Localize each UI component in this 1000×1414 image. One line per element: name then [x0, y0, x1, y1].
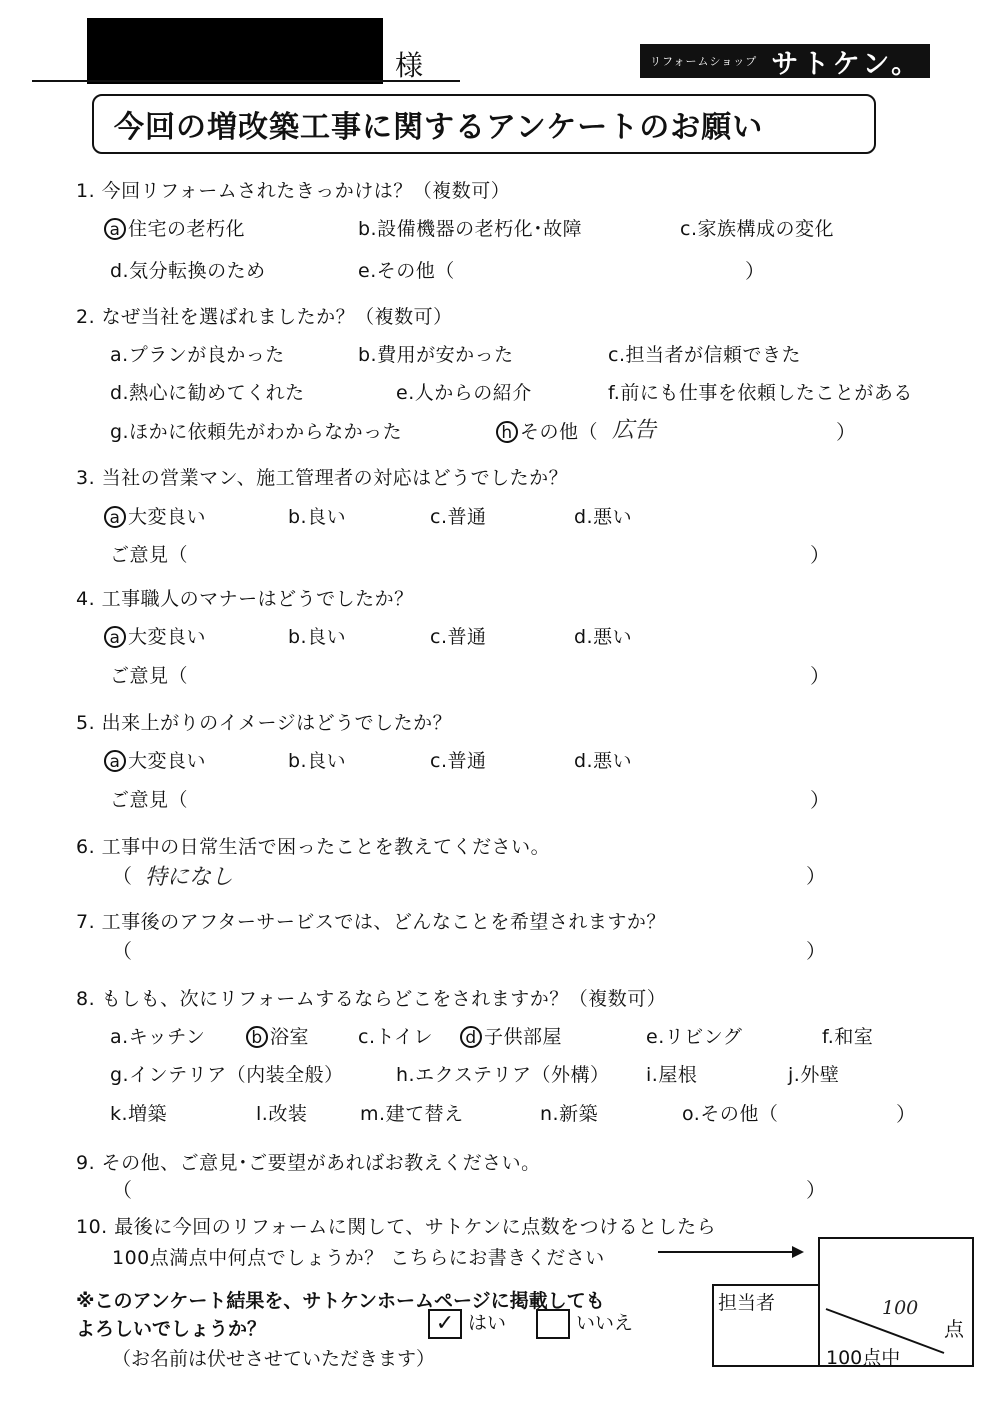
- q3-option-a[interactable]: a 大変良い: [104, 502, 206, 529]
- q6-text: 6. 工事中の日常生活で困ったことを教えてください。: [76, 836, 551, 858]
- q8-option-o[interactable]: o.その他（: [682, 1103, 779, 1125]
- q1-close-paren: ）: [745, 259, 765, 283]
- score-scale: 100点中: [826, 1347, 901, 1369]
- q1-option-e[interactable]: e.その他（: [358, 260, 455, 282]
- q2-close-paren: ）: [836, 420, 856, 444]
- q2-option-h[interactable]: h その他（: [496, 417, 598, 444]
- yes-checkbox[interactable]: ✓: [428, 1309, 462, 1339]
- score-unit: 点: [944, 1317, 964, 1341]
- selected-circle: a: [104, 626, 126, 648]
- q10-text-line1: 10. 最後に今回のリフォームに関して、サトケンに点数をつけるとしたら: [76, 1216, 717, 1238]
- selected-circle: d: [460, 1026, 482, 1048]
- q8-option-d[interactable]: d 子供部屋: [460, 1022, 562, 1049]
- logo-small-text: リフォームショップ: [650, 55, 758, 68]
- staff-box[interactable]: [712, 1284, 820, 1367]
- selected-circle: a: [104, 506, 126, 528]
- q9-close-paren: ）: [806, 1178, 826, 1202]
- score-value: 100: [882, 1297, 919, 1319]
- q1-option-a[interactable]: a 住宅の老朽化: [104, 214, 245, 241]
- q8-option-i[interactable]: i.屋根: [646, 1064, 698, 1086]
- yes-label: はい: [468, 1312, 507, 1334]
- staff-label: 担当者: [718, 1292, 776, 1314]
- q8-option-n[interactable]: n.新築: [540, 1103, 599, 1125]
- q8-option-j[interactable]: j.外壁: [788, 1064, 840, 1086]
- publish-note: （お名前は伏せさせていただきます）: [112, 1348, 436, 1370]
- publish-consent-line2: よろしいでしょうか？: [76, 1318, 267, 1340]
- q4-option-d[interactable]: d.悪い: [574, 626, 633, 648]
- q4-opinion-label: ご意見（: [110, 665, 189, 687]
- q1-option-b[interactable]: b.設備機器の老朽化･故障: [358, 218, 583, 240]
- q2-option-c[interactable]: c.担当者が信頼できた: [608, 344, 802, 366]
- selected-circle: b: [246, 1026, 268, 1048]
- q6-answer: 特になし: [145, 865, 234, 890]
- q8-option-a[interactable]: a.キッチン: [110, 1026, 206, 1048]
- q4-option-c[interactable]: c.普通: [430, 626, 487, 648]
- q4-option-b[interactable]: b.良い: [288, 626, 347, 648]
- page-title: 今回の増改築工事に関するアンケートのお願い: [114, 110, 764, 145]
- q8-option-h[interactable]: h.エクステリア（外構）: [396, 1064, 610, 1086]
- q4-text: 4. 工事職人のマナーはどうでしたか？: [76, 588, 414, 610]
- selected-circle: a: [104, 218, 126, 240]
- q3-option-c[interactable]: c.普通: [430, 506, 487, 528]
- q5-text: 5. 出来上がりのイメージはどうでしたか？: [76, 712, 453, 734]
- q9-open-paren: （: [112, 1178, 132, 1202]
- honorific: 様: [395, 49, 424, 82]
- q2-text: 2. なぜ当社を選ばれましたか？（複数可）: [76, 306, 453, 328]
- q4-close-paren: ）: [810, 664, 830, 688]
- q2-option-d[interactable]: d.熱心に勧めてくれた: [110, 382, 305, 404]
- q7-text: 7. 工事後のアフターサービスでは、どんなことを希望されますか？: [76, 911, 666, 933]
- q8-option-m[interactable]: m.建て替え: [360, 1103, 464, 1125]
- q7-open-paren: （: [112, 939, 132, 963]
- q3-option-b[interactable]: b.良い: [288, 506, 347, 528]
- logo-big-text: サトケン。: [771, 48, 923, 80]
- q2-option-f[interactable]: f.前にも仕事を依頼したことがある: [608, 382, 913, 404]
- selected-circle: a: [104, 750, 126, 772]
- q5-option-b[interactable]: b.良い: [288, 750, 347, 772]
- q8-option-l[interactable]: l.改装: [256, 1103, 308, 1125]
- q8-close-paren: ）: [896, 1102, 916, 1126]
- q5-close-paren: ）: [810, 788, 830, 812]
- q8-text: 8. もしも、次にリフォームするならどこをされますか？（複数可）: [76, 988, 667, 1010]
- score-box[interactable]: [818, 1237, 974, 1367]
- consent-yes[interactable]: [428, 1308, 506, 1339]
- q2-option-a[interactable]: a.プランが良かった: [110, 344, 285, 366]
- no-checkbox[interactable]: [536, 1309, 570, 1339]
- q3-option-d[interactable]: d.悪い: [574, 506, 633, 528]
- q8-option-g[interactable]: g.インテリア（内装全般）: [110, 1064, 344, 1086]
- q3-opinion-label: ご意見（: [110, 544, 189, 566]
- q5-opinion-label: ご意見（: [110, 789, 189, 811]
- q2-other-answer: 広告: [612, 418, 657, 443]
- q5-option-c[interactable]: c.普通: [430, 750, 487, 772]
- q9-text: 9. その他、ご意見･ご要望があればお教えください。: [76, 1152, 541, 1174]
- q2-option-g[interactable]: g.ほかに依頼先がわからなかった: [110, 421, 403, 443]
- q7-close-paren: ）: [806, 939, 826, 963]
- q2-option-e[interactable]: e.人からの紹介: [396, 382, 532, 404]
- arrow-right-icon: [658, 1244, 804, 1260]
- q8-option-k[interactable]: k.増築: [110, 1103, 168, 1125]
- consent-no[interactable]: [536, 1308, 633, 1339]
- q4-option-a[interactable]: a 大変良い: [104, 622, 206, 649]
- q8-option-e[interactable]: e.リビング: [646, 1026, 743, 1048]
- q6-open-paren: （: [112, 864, 132, 888]
- q5-option-d[interactable]: d.悪い: [574, 750, 633, 772]
- no-label: いいえ: [576, 1312, 634, 1334]
- title-box: [92, 94, 876, 154]
- q3-text: 3. 当社の営業マン、施工管理者の対応はどうでしたか？: [76, 467, 569, 489]
- publish-consent-line1: ※このアンケート結果を、サトケンホームページに掲載しても: [76, 1290, 605, 1312]
- q2-option-b[interactable]: b.費用が安かった: [358, 344, 514, 366]
- q6-close-paren: ）: [806, 864, 826, 888]
- company-logo: [640, 44, 930, 78]
- q8-option-b[interactable]: b 浴室: [246, 1022, 309, 1049]
- q1-text: 1. 今回リフォームされたきっかけは？（複数可）: [76, 180, 511, 202]
- q8-option-c[interactable]: c.トイレ: [358, 1026, 434, 1048]
- q5-option-a[interactable]: a 大変良い: [104, 746, 206, 773]
- selected-circle: h: [496, 421, 518, 443]
- q3-close-paren: ）: [810, 543, 830, 567]
- q8-option-f[interactable]: f.和室: [822, 1026, 874, 1048]
- q10-text-line2: 100点満点中何点でしょうか？ こちらにお書きください: [112, 1247, 605, 1269]
- q1-option-d[interactable]: d.気分転換のため: [110, 260, 266, 282]
- q1-option-c[interactable]: c.家族構成の変化: [680, 218, 835, 240]
- redacted-customer-name: [87, 18, 383, 84]
